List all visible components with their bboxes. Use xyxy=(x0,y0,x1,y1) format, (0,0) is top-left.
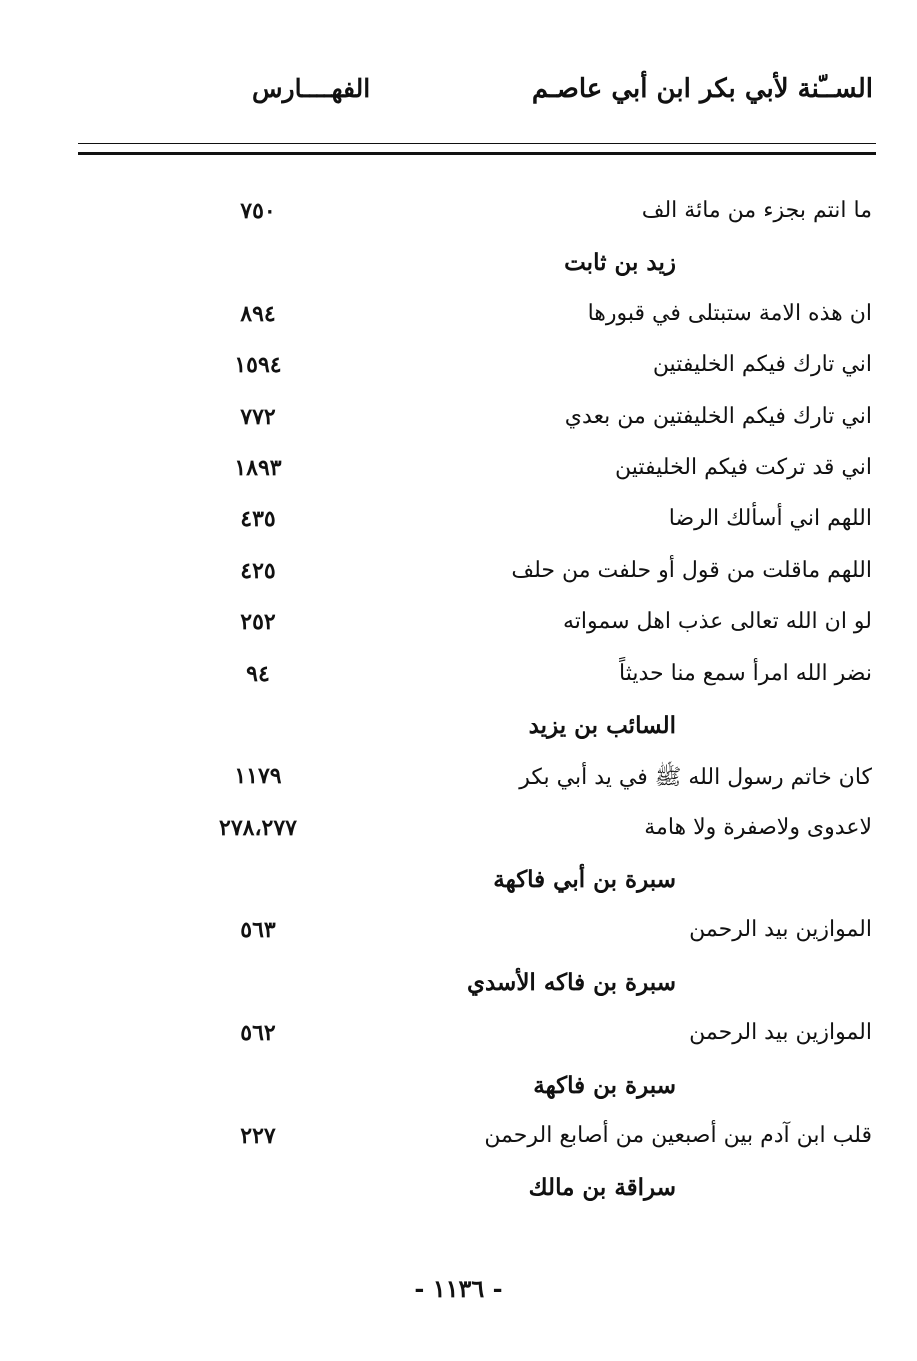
page-header xyxy=(0,74,917,114)
hadith-text: ما انتم بجزء من مائة الف xyxy=(641,198,872,223)
index-row xyxy=(78,447,876,498)
narrator-heading xyxy=(78,1064,876,1115)
index-row xyxy=(78,293,876,344)
index-row xyxy=(78,653,876,704)
index-row xyxy=(78,396,876,447)
hadith-text: اني تارك فيكم الخليفتين من بعدي xyxy=(564,403,872,429)
hadith-number: ١٥٩٤ xyxy=(234,352,282,379)
hadith-number: ٤٢٥ xyxy=(240,557,276,584)
hadith-number: ١٨٩٣ xyxy=(234,454,282,481)
index-row xyxy=(78,498,876,549)
hadith-text: لو ان الله تعالى عذب اهل سمواته xyxy=(563,609,872,635)
index-row xyxy=(78,550,876,601)
narrator-name: سبرة بن فاكهة xyxy=(533,1071,676,1099)
narrator-name: سبرة بن أبي فاكهة xyxy=(493,866,676,894)
hadith-text: اللهم ماقلت من قول أو حلفت من حلف xyxy=(511,557,872,583)
narrator-heading xyxy=(78,241,876,292)
book-title: الســّنة لأبي بكر ابن أبي عاصـم xyxy=(531,74,873,104)
narrator-heading xyxy=(78,961,876,1012)
hadith-number: ٩٤ xyxy=(246,660,270,687)
hadith-text: الموازين بيد الرحمن xyxy=(689,1020,872,1046)
hadith-number: ٥٦٣ xyxy=(240,917,276,944)
hadith-number: ٧٧٢ xyxy=(240,403,276,430)
hadith-text: قلب ابن آدم بين أصبعين من أصابع الرحمن xyxy=(484,1123,872,1149)
hadith-number: ١١٧٩ xyxy=(234,763,282,790)
header-rule-thick xyxy=(78,152,876,155)
hadith-number: ٢٢٧ xyxy=(240,1123,276,1150)
index-row xyxy=(78,190,876,241)
hadith-number: ٢٥٢ xyxy=(240,609,276,636)
section-title: الفهــــارس xyxy=(252,74,371,103)
narrator-name: سراقة بن مالك xyxy=(528,1174,676,1202)
index-row xyxy=(78,1115,876,1166)
narrator-heading xyxy=(78,1166,876,1217)
hadith-text: نضر الله امرأ سمع منا حديثاً xyxy=(619,660,872,686)
index-row xyxy=(78,601,876,652)
hadith-text: اني قد تركت فيكم الخليفتين xyxy=(615,454,872,480)
narrator-name: السائب بن يزيد xyxy=(528,711,676,739)
index-row xyxy=(78,807,876,858)
hadith-text: اللهم اني أسألك الرضا xyxy=(668,506,872,532)
narrator-heading xyxy=(78,858,876,909)
hadith-text: ان هذه الامة ستبتلى في قبورها xyxy=(587,300,872,326)
hadith-text: كان خاتم رسول الله ﷺ في يد أبي بكر xyxy=(519,765,872,791)
hadith-number: ٥٦٢ xyxy=(240,1020,276,1047)
narrator-name: سبرة بن فاكه الأسدي xyxy=(466,968,676,996)
hadith-text: اني تارك فيكم الخليفتين xyxy=(652,352,872,378)
hadith-number: ٨٩٤ xyxy=(240,300,276,327)
header-rule-thin xyxy=(78,143,876,144)
hadith-text: الموازين بيد الرحمن xyxy=(689,917,872,943)
page-number: - ١١٣٦ - xyxy=(414,1274,503,1303)
index-row xyxy=(78,344,876,395)
narrator-heading xyxy=(78,704,876,755)
narrator-name: زيد بن ثابت xyxy=(564,249,676,277)
hadith-number: ٢٧٨،٢٧٧ xyxy=(219,814,297,841)
index-row xyxy=(78,909,876,960)
hadith-number: ٧٥٠ xyxy=(240,198,276,224)
index-row xyxy=(78,1012,876,1063)
index-row xyxy=(78,755,876,806)
hadith-text: لاعدوى ولاصفرة ولا هامة xyxy=(644,814,872,840)
hadith-number: ٤٣٥ xyxy=(240,506,276,533)
index-entries xyxy=(78,190,876,1218)
